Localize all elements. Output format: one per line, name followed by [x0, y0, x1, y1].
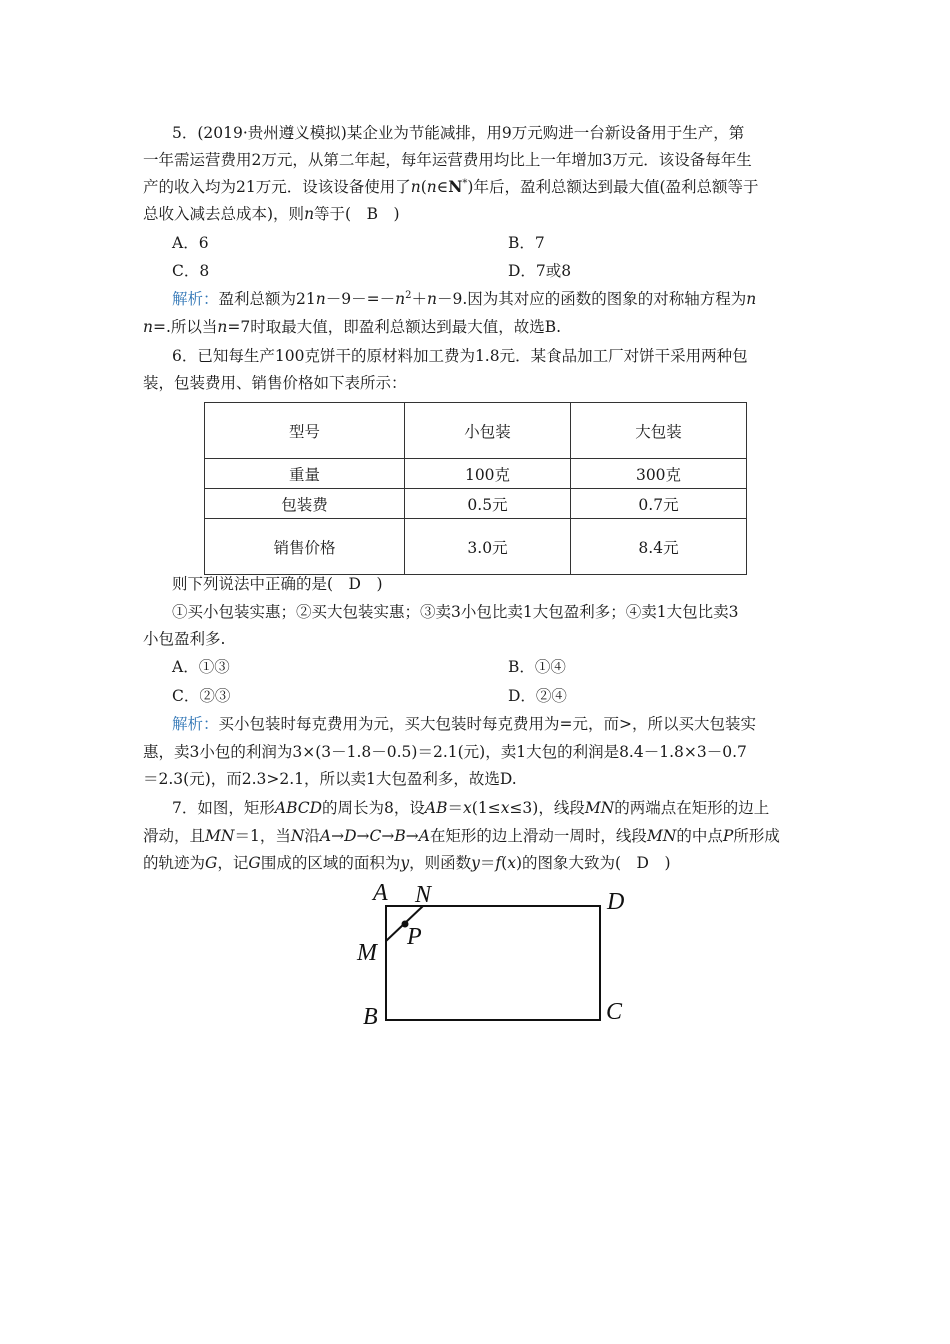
table-row: [205, 519, 747, 575]
label-p: P: [407, 924, 422, 950]
q5-line-4: 总收入减去总成本)，则n等于( B ): [143, 205, 400, 223]
label-d: D: [607, 889, 625, 915]
table-header-row: [205, 403, 747, 459]
q6-statement-line-2: 小包盈利多.: [143, 630, 226, 648]
table-cell: 3.0元: [405, 519, 571, 575]
solution-label: 解析：: [172, 290, 219, 308]
q5-solution-line-1: 解析：盈利总额为$21n-9-=-n^2+n-9$.因为其对应的函数的图象的对称轴方程为n: [172, 289, 757, 308]
table-cell: 300克: [571, 459, 747, 489]
q6-line-1: 6．已知每生产100克饼干的原材料加工费为1.8元．某食品加工厂对饼干采用两种包: [172, 347, 748, 365]
label-c: C: [606, 999, 623, 1025]
q6-solution-line-3: ＝2.3(元)，而2.3>2.1，所以卖1大包盈利多，故选D.: [143, 770, 517, 788]
table-cell: 销售价格: [205, 519, 405, 575]
q5-option-a: A．6: [172, 234, 209, 252]
table-row: [205, 459, 747, 489]
table-cell: 重量: [205, 459, 405, 489]
q7-line-3: 的轨迹为G，记G围成的区域的面积为y，则函数y＝f(x)的图象大致为( D ): [143, 854, 671, 872]
table-cell: 0.5元: [405, 489, 571, 519]
table-header-cell: 小包装: [405, 403, 571, 459]
q6-question-line: 则下列说法中正确的是( D ): [172, 575, 383, 593]
q6-option-a: A．①③: [172, 658, 230, 676]
packaging-table: [204, 402, 747, 575]
q5-option-b: B．7: [508, 234, 545, 252]
solution-label: 解析：: [172, 715, 219, 733]
table-header-cell: 大包装: [571, 403, 747, 459]
q6-statement-line-1: ①买小包装实惠；②买大包装实惠；③卖3小包比卖1大包盈利多；④卖1大包比卖3: [172, 603, 739, 621]
q7-line-2: 滑动，且MN＝1，当N沿A→D→C→B→A在矩形的边上滑动一周时，线段MN的中点P所形成: [143, 827, 780, 845]
label-a: A: [373, 880, 388, 906]
q5-line-2: 一年需运营费用2万元，从第二年起，每年运营费用均比上一年增加3万元．该设备每年生: [143, 151, 752, 169]
q5-line-3: 产的收入均为21万元．设该设备使用了n(n∈N*)年后，盈利总额达到最大值(盈利总额等于: [143, 177, 759, 196]
q5-option-d: D．7或8: [508, 262, 572, 280]
label-n: N: [415, 882, 432, 908]
q6-option-d: D．②④: [508, 687, 567, 705]
q6-option-b: B．①④: [508, 658, 566, 676]
table-cell: 包装费: [205, 489, 405, 519]
label-b: B: [363, 1004, 378, 1028]
q7-line-1: 7．如图，矩形ABCD的周长为8，设AB＝x(1≤x≤3)，线段MN的两端点在矩形的边上: [172, 799, 770, 817]
table-cell: 0.7元: [571, 489, 747, 519]
rectangle-figure: [353, 878, 633, 1028]
q6-line-2: 装，包装费用、销售价格如下表所示：: [143, 374, 407, 392]
table-header-cell: 型号: [205, 403, 405, 459]
q5-solution-line-2: n=.所以当n=7时取最大值，即盈利总额达到最大值，故选B.: [143, 318, 562, 336]
table-row: [205, 489, 747, 519]
q6-solution-line-1: 解析：买小包装时每克费用为元，买大包装时每克费用为=元，而>，所以买大包装实: [172, 715, 756, 733]
table-cell: 100克: [405, 459, 571, 489]
label-m: M: [357, 940, 377, 966]
q6-option-c: C．②③: [172, 687, 231, 705]
table-cell: 8.4元: [571, 519, 747, 575]
q5-line-1: 5．(2019·贵州遵义模拟)某企业为节能减排，用9万元购进一台新设备用于生产，第: [172, 124, 745, 142]
q5-option-c: C．8: [172, 262, 210, 280]
q6-solution-line-2: 惠，卖3小包的利润为3×(3－1.8－0.5)＝2.1(元)，卖1大包的利润是8.4－1.8×3－0.7: [143, 743, 747, 761]
